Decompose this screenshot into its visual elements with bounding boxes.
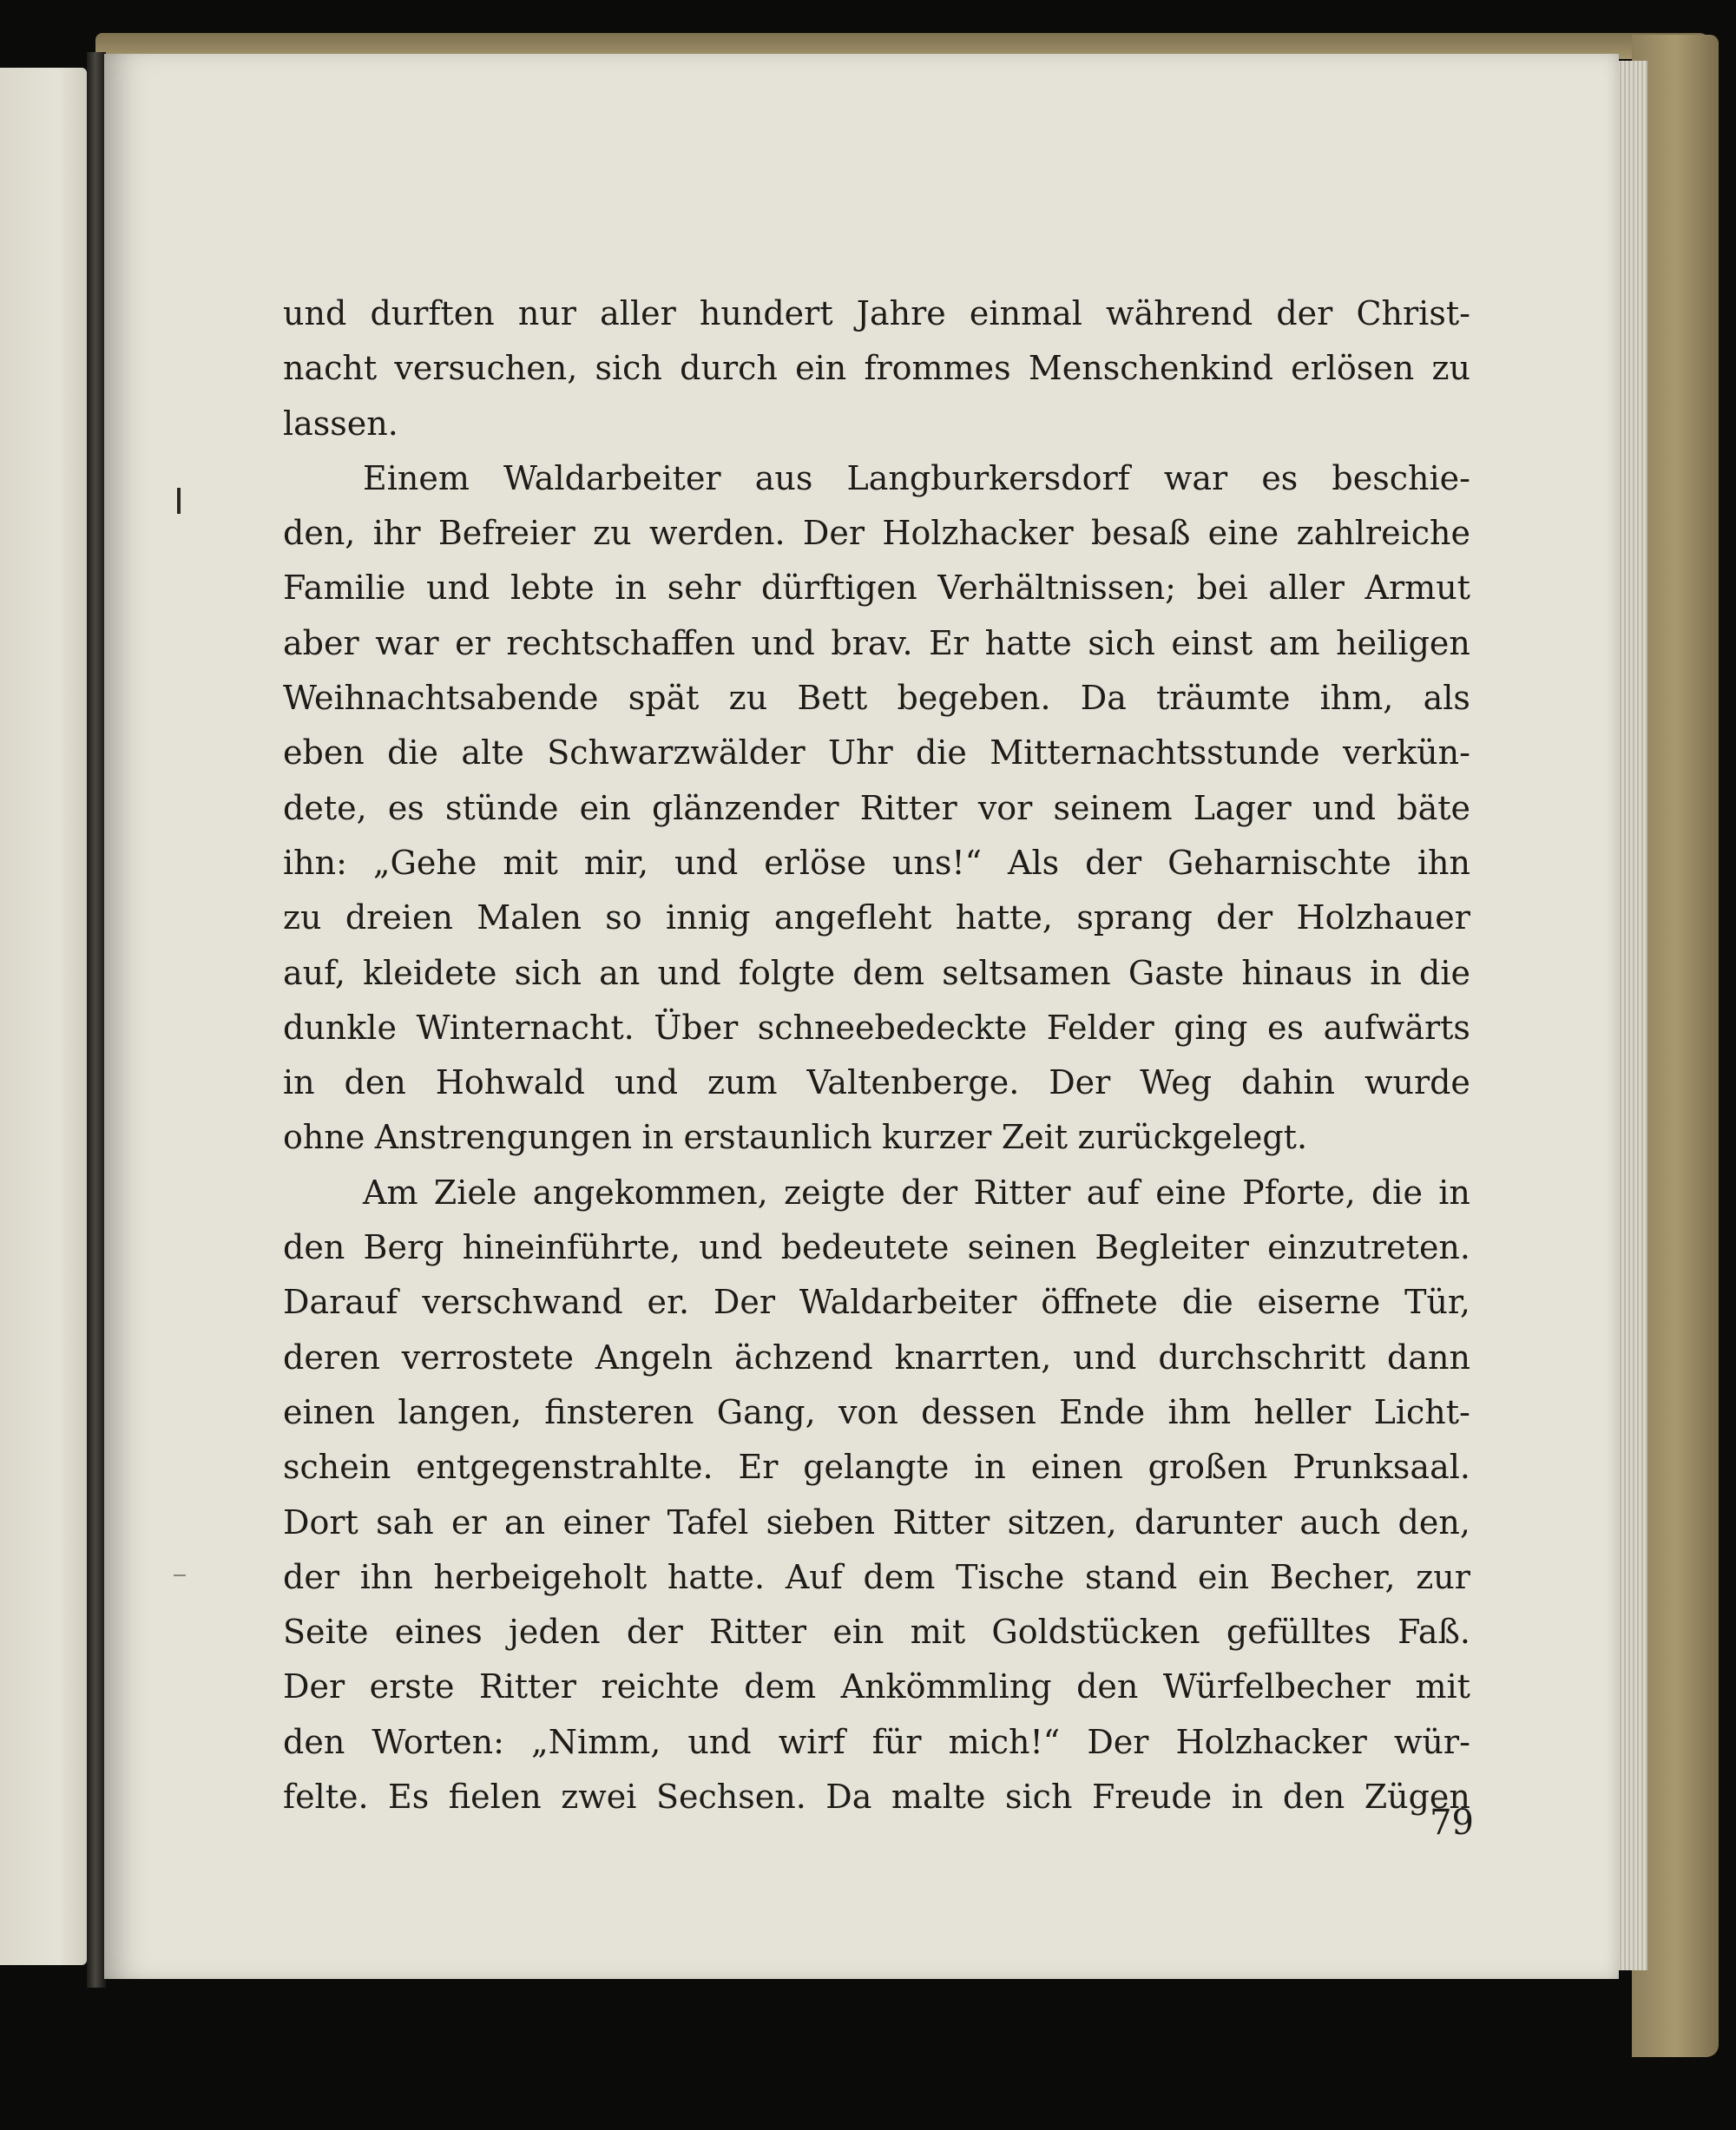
text-word: Der bbox=[1049, 1063, 1111, 1102]
text-word: folgte bbox=[738, 953, 836, 992]
text-word: von bbox=[838, 1392, 898, 1431]
text-word: Goldstücken bbox=[991, 1613, 1200, 1652]
text-line bbox=[283, 891, 1470, 945]
text-word: dann bbox=[1387, 1338, 1470, 1377]
text-word: Er bbox=[929, 623, 970, 662]
text-word: Am bbox=[363, 1173, 418, 1212]
text-word: „Gehe bbox=[372, 843, 477, 882]
text-word: Ziele bbox=[433, 1173, 517, 1212]
text-word: glänzender bbox=[651, 788, 839, 827]
text-word: erlösen bbox=[1291, 349, 1415, 388]
text-word: wurde bbox=[1364, 1063, 1470, 1102]
text-word: für bbox=[871, 1722, 922, 1761]
text-word: sah bbox=[376, 1502, 434, 1542]
text-word: Holzhacker bbox=[882, 514, 1074, 553]
text-word: Geharnischte bbox=[1167, 843, 1391, 882]
text-word: war bbox=[375, 623, 439, 662]
text-word: Faß. bbox=[1397, 1613, 1470, 1652]
text-word: ihm, bbox=[1319, 679, 1394, 718]
text-word: sich bbox=[1088, 623, 1155, 662]
text-word: alte bbox=[461, 733, 524, 772]
text-word: die bbox=[1181, 1283, 1233, 1322]
text-word: dessen bbox=[921, 1392, 1036, 1431]
text-line bbox=[283, 1220, 1470, 1275]
text-word: eines bbox=[394, 1613, 483, 1652]
text-word: und bbox=[614, 1063, 679, 1102]
text-word: sich bbox=[595, 349, 662, 388]
text-word: aller bbox=[1268, 569, 1345, 608]
text-word: er. bbox=[647, 1283, 690, 1322]
text-word: ein bbox=[795, 349, 847, 388]
text-word: nacht bbox=[283, 349, 378, 388]
text-word: Ende bbox=[1059, 1392, 1146, 1431]
text-word: entgegenstrahlte. bbox=[416, 1448, 713, 1487]
text-word: Zügen bbox=[1364, 1778, 1470, 1817]
text-word: sehr bbox=[667, 569, 741, 608]
text-word: Da bbox=[1080, 679, 1127, 718]
text-word: ächzend bbox=[734, 1338, 873, 1377]
text-word: Dort bbox=[283, 1502, 358, 1542]
text-word: Hohwald bbox=[435, 1063, 585, 1102]
text-line bbox=[283, 946, 1470, 1001]
text-line bbox=[283, 1660, 1470, 1714]
text-line bbox=[283, 1385, 1470, 1440]
text-word: angefleht bbox=[773, 898, 932, 937]
text-line bbox=[283, 1166, 1470, 1220]
text-line bbox=[283, 781, 1470, 836]
text-word: erstaunlich bbox=[683, 1118, 872, 1157]
text-word: zurückgelegt. bbox=[1077, 1118, 1308, 1157]
text-word: Ritter bbox=[709, 1613, 807, 1652]
text-word: Ritter bbox=[973, 1173, 1071, 1212]
text-word: knarrten, bbox=[894, 1338, 1052, 1377]
text-word: sitzen, bbox=[1007, 1502, 1117, 1542]
text-word: aufwärts bbox=[1323, 1008, 1470, 1047]
text-word: und bbox=[426, 569, 490, 608]
text-word: seltsamen bbox=[942, 953, 1111, 992]
text-word: dreien bbox=[345, 898, 453, 937]
text-word: Als bbox=[1008, 843, 1060, 882]
text-line bbox=[283, 341, 1470, 396]
text-word: mit bbox=[910, 1613, 966, 1652]
text-word: Ritter bbox=[859, 788, 957, 827]
text-word: Langburkersdorf bbox=[846, 458, 1130, 497]
text-word: den bbox=[283, 1228, 345, 1267]
text-word: einen bbox=[1030, 1448, 1123, 1487]
text-word: einer bbox=[562, 1502, 650, 1542]
text-word: eben bbox=[283, 733, 365, 772]
text-word: schneebedeckte bbox=[757, 1008, 1028, 1047]
text-word: den bbox=[1076, 1667, 1139, 1706]
text-word: einzutreten. bbox=[1267, 1228, 1470, 1267]
text-word: dahin bbox=[1240, 1063, 1336, 1102]
text-word: verschwand bbox=[422, 1283, 623, 1322]
text-word: versuchen, bbox=[394, 349, 578, 388]
text-word: und bbox=[283, 294, 347, 332]
text-word: in bbox=[641, 1118, 674, 1157]
text-word: hatte, bbox=[955, 898, 1054, 937]
text-word: den, bbox=[1397, 1502, 1470, 1542]
text-word: Menschenkind bbox=[1028, 349, 1273, 388]
text-word: Sechsen. bbox=[655, 1778, 806, 1817]
text-word: wirf bbox=[778, 1722, 845, 1761]
text-word: lebte bbox=[510, 569, 595, 608]
text-word: durch bbox=[680, 349, 778, 388]
text-word: Der bbox=[802, 514, 865, 553]
text-word: Zeit bbox=[1001, 1118, 1069, 1157]
text-word: ohne bbox=[283, 1118, 365, 1157]
text-word: und bbox=[699, 1228, 763, 1267]
text-word: ihn: bbox=[283, 843, 347, 882]
text-word: Weihnachtsabende bbox=[283, 679, 599, 718]
text-word: mit bbox=[503, 843, 558, 882]
text-line bbox=[283, 451, 1470, 506]
text-word: stünde bbox=[444, 788, 559, 827]
text-line bbox=[283, 1550, 1470, 1605]
text-line bbox=[283, 1001, 1470, 1055]
text-word: es bbox=[387, 788, 424, 827]
text-word: war bbox=[1163, 458, 1228, 497]
text-word: uns!“ bbox=[891, 843, 983, 882]
text-word: und bbox=[1312, 788, 1377, 827]
text-word: Gang, bbox=[716, 1392, 816, 1431]
text-word: Angeln bbox=[595, 1338, 713, 1377]
text-word: träumte bbox=[1156, 679, 1291, 718]
text-word: Uhr bbox=[827, 733, 893, 772]
text-word: seinen bbox=[967, 1228, 1077, 1267]
text-word: zu bbox=[593, 514, 632, 553]
text-word: Weg bbox=[1140, 1063, 1213, 1102]
text-word: gefülltes bbox=[1226, 1613, 1371, 1652]
text-word: öffnete bbox=[1041, 1283, 1158, 1322]
text-word: durchschritt bbox=[1158, 1338, 1366, 1377]
text-word: Darauf bbox=[283, 1283, 398, 1322]
text-word: der bbox=[626, 1613, 683, 1652]
text-line bbox=[283, 1496, 1470, 1550]
text-word: vor bbox=[977, 788, 1033, 827]
text-word: als bbox=[1423, 679, 1470, 718]
text-word: Mitternachtsstunde bbox=[990, 733, 1320, 772]
text-line bbox=[283, 506, 1470, 561]
text-word: Freude bbox=[1091, 1778, 1213, 1817]
text-word: aller bbox=[600, 294, 676, 332]
text-word: Becher, bbox=[1269, 1557, 1396, 1596]
text-word: zeigte bbox=[784, 1173, 885, 1212]
text-word: finsteren bbox=[544, 1392, 694, 1431]
text-word: Pforte, bbox=[1242, 1173, 1356, 1212]
text-line bbox=[283, 1715, 1470, 1770]
text-word: erste bbox=[369, 1667, 455, 1706]
text-word: Gaste bbox=[1128, 953, 1225, 992]
text-word: Verhältnissen; bbox=[937, 569, 1176, 608]
text-word: Prunksaal. bbox=[1292, 1448, 1470, 1487]
text-word: Felder bbox=[1046, 1008, 1154, 1047]
text-word: in bbox=[1438, 1173, 1470, 1212]
text-word: in bbox=[1231, 1778, 1264, 1817]
book-page bbox=[104, 54, 1619, 1979]
text-word: sich bbox=[514, 953, 582, 992]
text-word: „Nimm, bbox=[531, 1722, 661, 1761]
text-word: der bbox=[901, 1173, 958, 1212]
text-word: erlöse bbox=[764, 843, 866, 882]
text-word: zahlreiche bbox=[1296, 514, 1470, 553]
text-word: auf bbox=[1086, 1173, 1140, 1212]
text-word: zwei bbox=[561, 1778, 637, 1817]
text-word: Waldarbeiter bbox=[503, 458, 721, 497]
text-word: kleidete bbox=[363, 953, 497, 992]
text-word: ihr bbox=[372, 514, 421, 553]
body-text bbox=[283, 286, 1470, 1824]
text-word: an bbox=[504, 1502, 546, 1542]
text-word: Ritter bbox=[892, 1502, 990, 1542]
text-word: innig bbox=[665, 898, 751, 937]
text-word: Tische bbox=[956, 1557, 1065, 1596]
text-word: Licht- bbox=[1373, 1392, 1470, 1431]
text-word: er bbox=[451, 1502, 487, 1542]
text-word: dem bbox=[852, 953, 925, 992]
text-word: hineinführte, bbox=[462, 1228, 681, 1267]
text-word: verkün- bbox=[1342, 733, 1470, 772]
text-word: der bbox=[283, 1557, 339, 1596]
text-word: gelangte bbox=[803, 1448, 950, 1487]
text-word: Ankömmling bbox=[840, 1667, 1052, 1706]
text-word: hatte. bbox=[667, 1557, 766, 1596]
text-word: Winternacht. bbox=[416, 1008, 635, 1047]
text-word: reichte bbox=[601, 1667, 720, 1706]
text-word: in bbox=[615, 569, 648, 608]
text-word: es bbox=[1267, 1008, 1305, 1047]
text-word: zu bbox=[283, 898, 322, 937]
text-word: Christ- bbox=[1356, 294, 1470, 332]
text-word: so bbox=[605, 898, 642, 937]
text-word: hatte bbox=[984, 623, 1072, 662]
text-word: Tür, bbox=[1404, 1283, 1470, 1322]
text-word: ein bbox=[1197, 1557, 1250, 1596]
text-word: frommes bbox=[864, 349, 1011, 388]
text-word: in bbox=[974, 1448, 1006, 1487]
text-word: er bbox=[455, 623, 490, 662]
text-word: heiligen bbox=[1336, 623, 1470, 662]
text-word: ihm bbox=[1167, 1392, 1232, 1431]
text-word: bäte bbox=[1397, 788, 1470, 827]
text-word: zur bbox=[1416, 1557, 1470, 1596]
text-word: dem bbox=[744, 1667, 817, 1706]
text-line bbox=[283, 1440, 1470, 1495]
text-word: Holzhauer bbox=[1296, 898, 1470, 937]
text-word: eiserne bbox=[1257, 1283, 1381, 1322]
text-word: es bbox=[1261, 458, 1299, 497]
text-word: einst bbox=[1171, 623, 1253, 662]
margin-dash bbox=[174, 1574, 186, 1576]
text-word: und bbox=[674, 843, 739, 882]
text-line bbox=[283, 397, 1470, 451]
text-word: Familie bbox=[283, 569, 406, 608]
text-word: Armut bbox=[1364, 569, 1470, 608]
text-word: brav. bbox=[831, 623, 913, 662]
text-line bbox=[283, 1331, 1470, 1385]
text-word: in bbox=[283, 1063, 315, 1102]
text-word: sieben bbox=[766, 1502, 876, 1542]
text-word: den bbox=[344, 1063, 406, 1102]
text-word: ein bbox=[579, 788, 631, 827]
text-word: felte. bbox=[283, 1778, 369, 1817]
text-line bbox=[283, 286, 1470, 341]
text-word: ihn bbox=[1417, 843, 1470, 882]
text-word: und bbox=[1073, 1338, 1137, 1377]
text-word: Begleiter bbox=[1095, 1228, 1249, 1267]
text-word: ein bbox=[832, 1613, 884, 1652]
text-word: auf, bbox=[283, 953, 345, 992]
text-word: der bbox=[1276, 294, 1333, 332]
text-word: die bbox=[1371, 1173, 1423, 1212]
text-word: Lager bbox=[1193, 788, 1292, 827]
text-word: Tafel bbox=[667, 1502, 749, 1542]
text-word: einen bbox=[283, 1392, 376, 1431]
text-word: an bbox=[599, 953, 641, 992]
text-word: Anstrengungen bbox=[374, 1118, 633, 1157]
text-word: schein bbox=[283, 1448, 391, 1487]
text-word: sprang bbox=[1076, 898, 1193, 937]
text-word: ging bbox=[1174, 1008, 1248, 1047]
text-word: Auf bbox=[785, 1557, 843, 1596]
text-word: wür- bbox=[1393, 1722, 1470, 1761]
text-word: und bbox=[687, 1722, 752, 1761]
text-line bbox=[283, 1275, 1470, 1330]
text-word: dürftigen bbox=[761, 569, 917, 608]
text-word: Seite bbox=[283, 1613, 369, 1652]
text-line bbox=[283, 1110, 1470, 1165]
text-word: besaß bbox=[1090, 514, 1191, 553]
text-word: Valtenberge. bbox=[806, 1063, 1020, 1102]
text-word: mich!“ bbox=[948, 1722, 1061, 1761]
text-word: kurzer bbox=[882, 1118, 992, 1157]
text-word: Über bbox=[654, 1008, 739, 1047]
text-line bbox=[283, 671, 1470, 726]
text-word: der bbox=[1216, 898, 1273, 937]
text-word: ihn bbox=[359, 1557, 413, 1596]
text-word: am bbox=[1268, 623, 1320, 662]
text-word: Jahre bbox=[856, 294, 946, 332]
text-word: den bbox=[283, 1722, 345, 1761]
text-word: Einem bbox=[363, 458, 470, 497]
text-word: dete, bbox=[283, 788, 367, 827]
text-word: lassen. bbox=[283, 404, 398, 443]
text-word: Da bbox=[825, 1778, 872, 1817]
text-word: dem bbox=[863, 1557, 936, 1596]
text-word: dunkle bbox=[283, 1008, 397, 1047]
text-word: Würfelbecher bbox=[1162, 1667, 1391, 1706]
text-word: zu bbox=[728, 679, 768, 718]
text-word: mit bbox=[1415, 1667, 1470, 1706]
text-word: Bett bbox=[797, 679, 868, 718]
text-word: Berg bbox=[363, 1228, 444, 1267]
text-word: aber bbox=[283, 623, 359, 662]
text-word: großen bbox=[1147, 1448, 1268, 1487]
text-word: und bbox=[751, 623, 815, 662]
text-word: den, bbox=[283, 514, 356, 553]
text-word: heller bbox=[1253, 1392, 1351, 1431]
text-word: fielen bbox=[448, 1778, 542, 1817]
text-word: herbeigeholt bbox=[433, 1557, 648, 1596]
text-word: jeden bbox=[509, 1613, 601, 1652]
text-word: der bbox=[1085, 843, 1142, 882]
text-word: bei bbox=[1196, 569, 1248, 608]
text-word: den bbox=[1282, 1778, 1345, 1817]
text-line bbox=[283, 1055, 1470, 1110]
text-word: mir, bbox=[583, 843, 649, 882]
text-word: Malen bbox=[477, 898, 582, 937]
text-word: in bbox=[1370, 953, 1402, 992]
text-word: angekommen, bbox=[532, 1173, 768, 1212]
previous-page-edge bbox=[0, 68, 87, 1965]
text-word: Der bbox=[1087, 1722, 1149, 1761]
text-word: durften bbox=[370, 294, 495, 332]
text-word: während bbox=[1106, 294, 1253, 332]
text-word: bedeutete bbox=[780, 1228, 950, 1267]
text-word: seinem bbox=[1053, 788, 1173, 827]
text-word: rechtschaffen bbox=[506, 623, 735, 662]
book-gutter bbox=[87, 52, 106, 1988]
text-word: hinaus bbox=[1241, 953, 1353, 992]
text-word: stand bbox=[1085, 1557, 1178, 1596]
text-line bbox=[283, 1770, 1470, 1824]
text-word: nur bbox=[517, 294, 576, 332]
text-word: werden. bbox=[648, 514, 786, 553]
text-word: Der bbox=[283, 1667, 345, 1706]
text-word: Waldarbeiter bbox=[799, 1283, 1017, 1322]
text-word: die bbox=[1419, 953, 1470, 992]
text-word: hundert bbox=[699, 294, 833, 332]
text-word: sich bbox=[1005, 1778, 1073, 1817]
text-word: die bbox=[915, 733, 967, 772]
text-word: zum bbox=[707, 1063, 778, 1102]
text-word: darunter bbox=[1134, 1502, 1283, 1542]
text-word: spät bbox=[628, 679, 700, 718]
text-word: eine bbox=[1155, 1173, 1226, 1212]
text-word: Der bbox=[713, 1283, 776, 1322]
text-word: Holzhacker bbox=[1175, 1722, 1367, 1761]
text-word: aus bbox=[754, 458, 813, 497]
text-word: verrostete bbox=[401, 1338, 574, 1377]
text-word: deren bbox=[283, 1338, 380, 1377]
text-word: Worten: bbox=[372, 1722, 504, 1761]
text-word: Er bbox=[738, 1448, 779, 1487]
text-word: und bbox=[657, 953, 721, 992]
text-line bbox=[283, 836, 1470, 891]
text-line bbox=[283, 1605, 1470, 1660]
text-word: beschie- bbox=[1332, 458, 1470, 497]
margin-mark bbox=[177, 488, 181, 514]
text-word: einmal bbox=[969, 294, 1082, 332]
text-word: malte bbox=[891, 1778, 986, 1817]
text-word: Schwarzwälder bbox=[547, 733, 806, 772]
text-line bbox=[283, 726, 1470, 780]
text-word: Ritter bbox=[479, 1667, 576, 1706]
text-word: zu bbox=[1431, 349, 1470, 388]
text-word: eine bbox=[1207, 514, 1279, 553]
text-word: begeben. bbox=[897, 679, 1051, 718]
page-number: 79 bbox=[1430, 1803, 1474, 1843]
text-word: Befreier bbox=[437, 514, 575, 553]
text-line bbox=[283, 561, 1470, 615]
text-word: Es bbox=[388, 1778, 430, 1817]
text-word: langen, bbox=[398, 1392, 523, 1431]
text-word: die bbox=[387, 733, 439, 772]
text-word: auch bbox=[1299, 1502, 1381, 1542]
text-line bbox=[283, 616, 1470, 671]
